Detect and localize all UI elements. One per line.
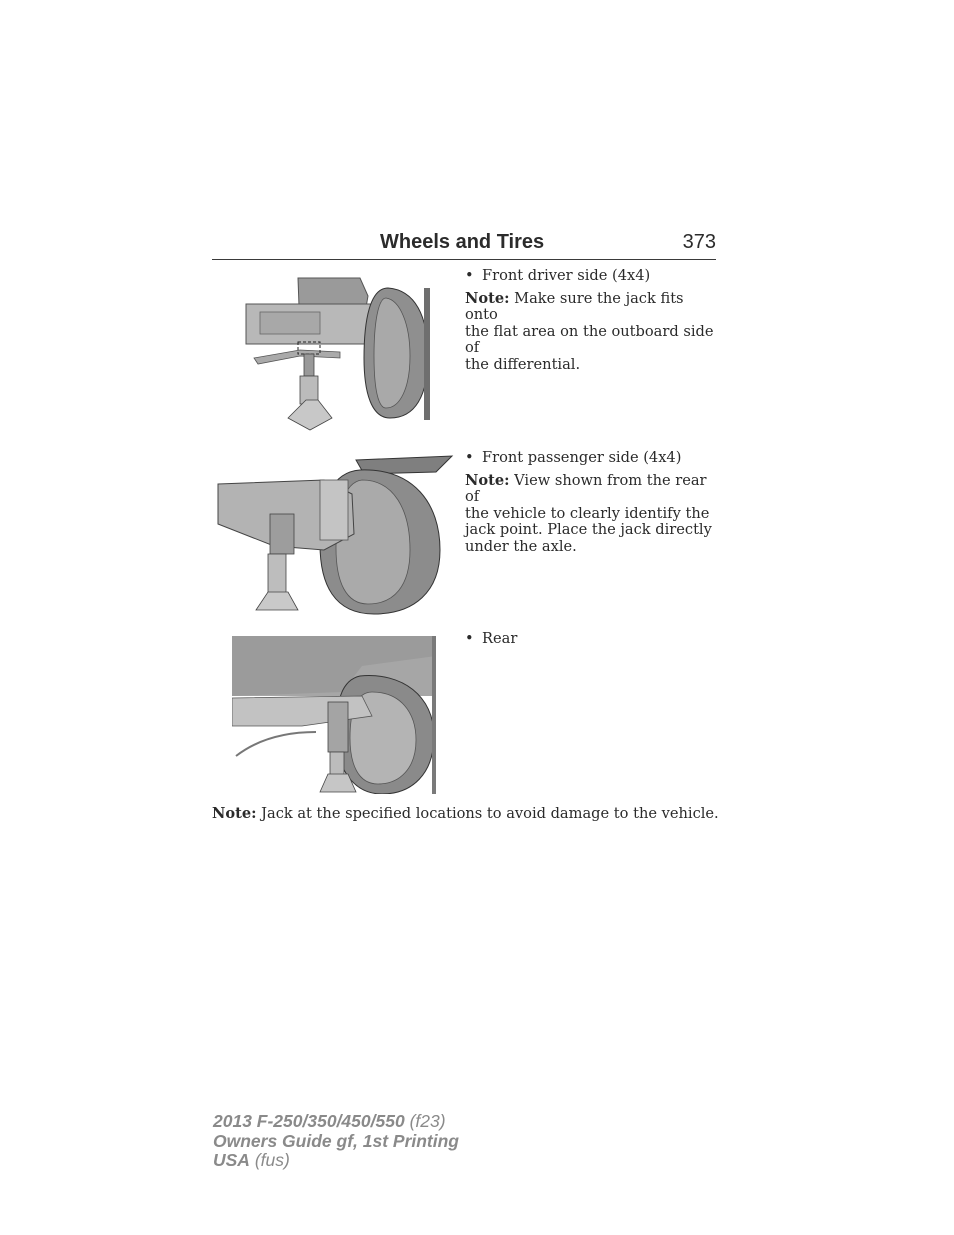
page-header: [212, 228, 716, 260]
note-line: the differential.: [465, 355, 581, 373]
footer-printing: Owners Guide gf, 1st Printing: [213, 1130, 459, 1151]
note-line: Make sure the jack fits onto: [465, 289, 684, 324]
bullet-text: Rear: [482, 630, 518, 647]
footer-line-2: [213, 1132, 459, 1152]
footer-line-3: [213, 1151, 459, 1171]
front-passenger-side-jack-illustration: [214, 454, 454, 616]
footer-line-1: [213, 1112, 459, 1132]
note-label: Note:: [465, 471, 510, 489]
note-line: View shown from the rear of: [465, 471, 707, 506]
note-label: Note:: [465, 289, 510, 307]
page-footer: [213, 1112, 459, 1171]
page-number: 373: [682, 231, 716, 253]
footer-market-code: (fus): [254, 1150, 290, 1170]
note-line: the flat area on the outboard side of: [465, 322, 714, 357]
note-text: Jack at the specified locations to avoid damage to the vehicle.: [261, 805, 719, 822]
section-title: Wheels and Tires: [380, 231, 545, 253]
section-rear: [465, 631, 717, 654]
note-label: Note:: [212, 805, 257, 822]
bullet-text: Front driver side (4x4): [482, 267, 651, 284]
front-driver-side-jack-illustration: [240, 276, 430, 434]
note-line: under the axle.: [465, 537, 577, 555]
section-front-driver: [465, 268, 717, 374]
bullet-item: • Front passenger side (4x4): [465, 449, 682, 466]
footer-model: 2013 F-250/350/450/550: [213, 1111, 405, 1131]
rear-jack-illustration: [232, 636, 436, 794]
note-line: jack point. Place the jack directly: [465, 521, 712, 539]
note-paragraph: [465, 473, 717, 556]
bullet-text: Front passenger side (4x4): [482, 449, 682, 466]
footer-model-code: (f23): [409, 1111, 446, 1131]
bullet-item: • Rear: [465, 630, 518, 647]
note-line: the vehicle to clearly identify the: [465, 504, 710, 522]
note-paragraph: [465, 291, 717, 374]
section-front-passenger: [465, 450, 717, 556]
bullet-item: • Front driver side (4x4): [465, 267, 651, 284]
bottom-note: [212, 805, 732, 822]
footer-market: USA: [213, 1150, 250, 1170]
